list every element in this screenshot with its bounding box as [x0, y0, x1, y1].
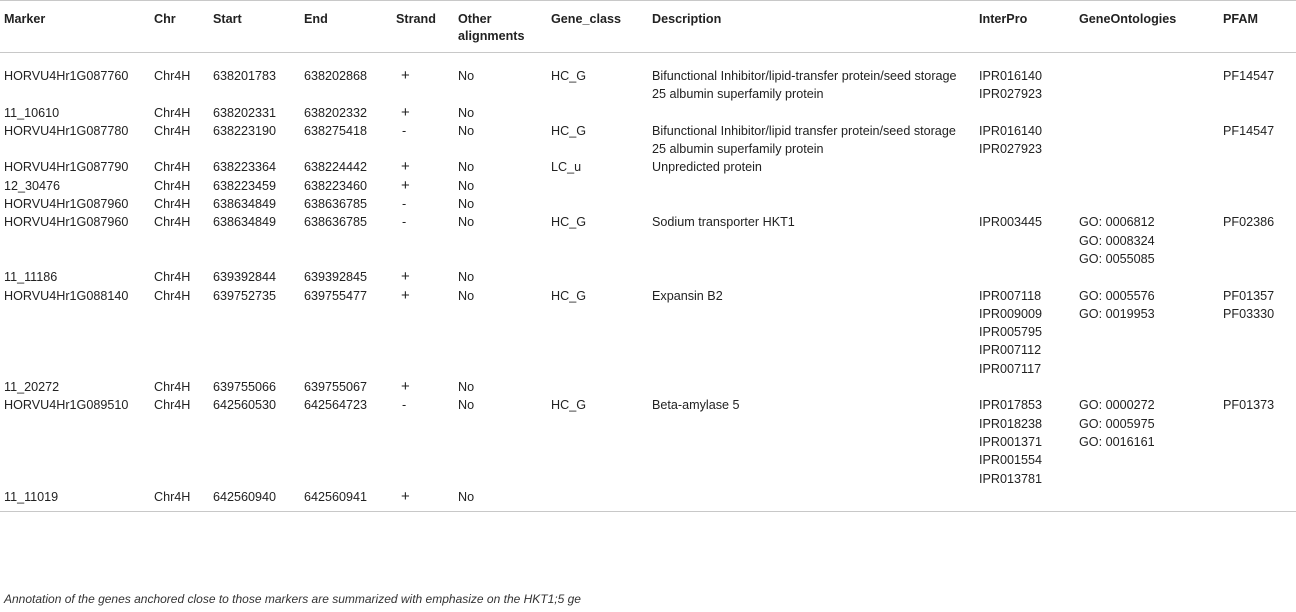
cell-interpro — [975, 213, 1075, 268]
cell-pfam-item: PF14547 — [1223, 123, 1275, 138]
cell-interpro-item: IPR018238 — [979, 416, 1043, 431]
cell-other-alignments: No — [458, 288, 475, 303]
cell-gene-class: HC_G — [551, 215, 586, 230]
cell-other-alignments: No — [458, 215, 475, 230]
cell-gene-ontologies — [1075, 213, 1219, 268]
cell-strand: - — [402, 123, 407, 138]
header-pfam: PFAM — [1219, 1, 1296, 53]
cell-strand: - — [402, 398, 407, 413]
header-interpro: InterPro — [975, 1, 1075, 53]
cell-gene-ontologies-item: GO: 0005975 — [1079, 416, 1155, 431]
cell-pfam — [1219, 104, 1296, 122]
cell-pfam — [1219, 213, 1296, 268]
cell-gene-class — [547, 268, 648, 286]
cell-strand: + — [401, 286, 410, 304]
cell-description: Bifunctional Inhibitor/lipid transfer protein/seed storage 25 albumin superfamily protein — [652, 123, 956, 157]
cell-gene-ontologies — [1075, 177, 1219, 195]
cell-pfam-item: PF02386 — [1223, 215, 1275, 230]
header-marker: Marker — [0, 1, 150, 53]
cell-other-alignments: No — [458, 380, 475, 395]
cell-interpro — [975, 158, 1075, 176]
cell-chr: Chr4H — [154, 123, 191, 138]
cell-interpro — [975, 53, 1075, 104]
cell-interpro-item: IPR007118 — [979, 288, 1042, 303]
cell-interpro-item: IPR017853 — [979, 398, 1043, 413]
header-strand: Strand — [392, 1, 454, 53]
cell-marker: HORVU4Hr1G087760 — [4, 69, 129, 83]
cell-strand: + — [401, 176, 410, 194]
cell-pfam-item: PF03330 — [1223, 306, 1275, 321]
table-row — [0, 213, 1296, 268]
cell-gene-ontologies-item: GO: 0000272 — [1079, 398, 1155, 413]
table-row — [0, 378, 1296, 396]
cell-start: 642560940 — [209, 488, 300, 512]
cell-end: 638275418 — [304, 123, 368, 138]
cell-marker: HORVU4Hr1G089510 — [4, 398, 129, 413]
cell-chr: Chr4H — [154, 197, 191, 212]
cell-end: 638636785 — [304, 215, 368, 230]
cell-other-alignments: No — [458, 197, 475, 212]
cell-end: 638224442 — [304, 160, 368, 175]
cell-interpro-item: IPR007117 — [979, 361, 1042, 376]
cell-strand: + — [401, 103, 410, 121]
cell-interpro-item: IPR001554 — [979, 453, 1043, 468]
cell-strand: + — [401, 67, 410, 84]
cell-other-alignments: No — [458, 178, 475, 193]
cell-end: 638223460 — [304, 178, 368, 193]
cell-gene-class: HC_G — [551, 288, 586, 303]
cell-other-alignments: No — [458, 398, 475, 413]
cell-gene-class: HC_G — [551, 398, 586, 413]
cell-end: 639755477 — [304, 288, 368, 303]
cell-interpro — [975, 488, 1075, 512]
cell-other-alignments: No — [458, 160, 475, 175]
cell-gene-class — [547, 488, 648, 512]
cell-pfam-item: PF01357 — [1223, 288, 1275, 303]
cell-interpro — [975, 287, 1075, 378]
table-row — [0, 488, 1296, 512]
cell-pfam — [1219, 396, 1296, 487]
cell-description: Bifunctional Inhibitor/lipid-transfer protein/seed storage 25 albumin superfamily protein — [652, 69, 957, 102]
cell-interpro-item: IPR013781 — [979, 471, 1043, 486]
cell-chr: Chr4H — [154, 380, 191, 395]
cell-start: 638223364 — [213, 160, 277, 175]
cell-interpro-item: IPR007112 — [979, 343, 1042, 358]
cell-strand: - — [402, 197, 407, 212]
cell-end: 642564723 — [304, 398, 368, 413]
cell-chr: Chr4H — [154, 215, 191, 230]
cell-chr: Chr4H — [154, 178, 191, 193]
cell-strand: + — [401, 158, 410, 176]
cell-description: Unpredicted protein — [652, 160, 762, 175]
cell-strand: + — [401, 378, 410, 396]
cell-chr: Chr4H — [154, 288, 191, 303]
cell-start: 638223190 — [213, 123, 277, 138]
cell-marker: 11_11186 — [4, 270, 58, 285]
cell-gene-ontologies — [1075, 396, 1219, 487]
cell-gene-ontologies-item: GO: 0016161 — [1079, 434, 1155, 449]
header-description: Description — [648, 1, 975, 53]
cell-end: 639755067 — [304, 380, 368, 395]
cell-marker: HORVU4Hr1G087780 — [4, 123, 129, 138]
cell-interpro — [975, 396, 1075, 487]
table-row — [0, 177, 1296, 195]
header-chr: Chr — [150, 1, 209, 53]
cell-end: 639392845 — [304, 270, 368, 285]
cell-end: 638202868 — [304, 69, 368, 83]
cell-description — [648, 177, 975, 195]
cell-gene-ontologies — [1075, 53, 1219, 104]
cell-other-alignments: No — [458, 105, 475, 120]
cell-description: Expansin B2 — [652, 288, 723, 303]
header-start: Start — [209, 1, 300, 53]
cell-description: Sodium transporter HKT1 — [652, 215, 795, 230]
cell-strand: - — [402, 215, 407, 230]
cell-marker: HORVU4Hr1G087960 — [4, 215, 129, 230]
header-other-alignments: Other alignments — [454, 1, 547, 53]
cell-other-alignments: No — [458, 270, 475, 285]
cell-gene-ontologies — [1075, 122, 1219, 159]
cell-marker: HORVU4Hr1G087790 — [4, 160, 129, 175]
header-gene-class: Gene_class — [547, 1, 648, 53]
header-row — [0, 1, 1296, 53]
cell-strand: + — [392, 488, 454, 512]
cell-gene-ontologies — [1075, 378, 1219, 396]
cell-pfam — [1219, 122, 1296, 159]
cell-interpro-item: IPR009009 — [979, 306, 1043, 321]
cell-interpro-item: IPR027923 — [979, 142, 1043, 157]
table-row — [0, 268, 1296, 286]
cell-description — [648, 195, 975, 213]
cell-pfam-item: PF14547 — [1223, 69, 1275, 83]
cell-marker: 11_20272 — [4, 380, 60, 395]
cell-strand: + — [401, 268, 410, 286]
cell-description — [648, 268, 975, 286]
cell-pfam — [1219, 268, 1296, 286]
cell-marker: HORVU4Hr1G087960 — [4, 197, 129, 212]
cell-gene-ontologies-item: GO: 0008324 — [1079, 233, 1155, 248]
cell-start: 639752735 — [213, 288, 277, 303]
cell-other-alignments: No — [458, 123, 475, 138]
cell-interpro-item: IPR027923 — [979, 87, 1043, 102]
table-row — [0, 158, 1296, 176]
cell-gene-class — [547, 177, 648, 195]
cell-interpro-item: IPR016140 — [979, 123, 1043, 138]
cell-pfam — [1219, 53, 1296, 104]
cell-interpro-item: IPR001371 — [979, 434, 1043, 449]
cell-description: Beta-amylase 5 — [652, 398, 740, 413]
table-row — [0, 122, 1296, 159]
cell-gene-ontologies — [1075, 268, 1219, 286]
cell-chr: Chr4H — [150, 488, 209, 512]
cell-pfam — [1219, 488, 1296, 512]
table-row — [0, 53, 1296, 104]
cell-description — [648, 104, 975, 122]
cell-interpro — [975, 195, 1075, 213]
cell-gene-ontologies-item: GO: 0006812 — [1079, 215, 1155, 230]
cell-pfam — [1219, 158, 1296, 176]
table-caption: Annotation of the genes anchored close to those markers are summarized with emphasize on the HKT1;5 ge — [4, 592, 581, 606]
cell-chr: Chr4H — [154, 69, 191, 83]
cell-pfam — [1219, 195, 1296, 213]
cell-interpro — [975, 104, 1075, 122]
cell-description — [648, 378, 975, 396]
cell-end: 638202332 — [304, 105, 368, 120]
cell-start: 639755066 — [213, 380, 277, 395]
cell-interpro-item: IPR005795 — [979, 325, 1043, 340]
cell-gene-ontologies — [1075, 195, 1219, 213]
table-body — [0, 53, 1296, 512]
cell-interpro — [975, 378, 1075, 396]
cell-marker: 12_30476 — [4, 178, 61, 193]
cell-other-alignments: No — [458, 69, 475, 83]
cell-gene-ontologies — [1075, 158, 1219, 176]
cell-gene-ontologies-item: GO: 0019953 — [1079, 306, 1155, 321]
cell-chr: Chr4H — [154, 270, 191, 285]
cell-start: 638223459 — [213, 178, 277, 193]
cell-pfam-item: PF01373 — [1223, 398, 1275, 413]
cell-gene-class: HC_G — [551, 123, 586, 138]
header-gene-ontologies: GeneOntologies — [1075, 1, 1219, 53]
cell-gene-ontologies — [1075, 488, 1219, 512]
cell-gene-class — [547, 195, 648, 213]
cell-other-alignments: No — [454, 488, 547, 512]
cell-start: 638634849 — [213, 215, 277, 230]
cell-chr: Chr4H — [154, 105, 191, 120]
cell-pfam — [1219, 177, 1296, 195]
cell-interpro-item: IPR016140 — [979, 69, 1043, 83]
cell-gene-ontologies-item: GO: 0055085 — [1079, 251, 1155, 266]
cell-interpro-item: IPR003445 — [979, 215, 1043, 230]
cell-end: 638636785 — [304, 197, 368, 212]
cell-interpro — [975, 177, 1075, 195]
table-row — [0, 104, 1296, 122]
cell-gene-class: HC_G — [551, 69, 586, 83]
cell-marker: 11_11019 — [0, 488, 150, 512]
cell-start: 639392844 — [213, 270, 277, 285]
cell-gene-ontologies — [1075, 104, 1219, 122]
cell-interpro — [975, 268, 1075, 286]
table-row — [0, 195, 1296, 213]
cell-start: 638634849 — [213, 197, 277, 212]
cell-gene-class — [547, 378, 648, 396]
cell-pfam — [1219, 287, 1296, 378]
cell-description — [648, 488, 975, 512]
cell-gene-class — [547, 104, 648, 122]
cell-start: 642560530 — [213, 398, 277, 413]
cell-chr: Chr4H — [154, 398, 191, 413]
cell-chr: Chr4H — [154, 160, 191, 175]
cell-start: 638202331 — [213, 105, 277, 120]
table-row — [0, 396, 1296, 487]
cell-end: 642560941 — [300, 488, 392, 512]
cell-gene-class: LC_u — [551, 160, 582, 175]
cell-gene-ontologies — [1075, 287, 1219, 378]
cell-start: 638201783 — [213, 69, 277, 83]
cell-interpro — [975, 122, 1075, 159]
cell-pfam — [1219, 378, 1296, 396]
cell-marker: 11_10610 — [4, 105, 60, 120]
cell-gene-ontologies-item: GO: 0005576 — [1079, 288, 1155, 303]
cell-marker: HORVU4Hr1G088140 — [4, 288, 129, 303]
header-end: End — [300, 1, 392, 53]
table-row — [0, 287, 1296, 378]
